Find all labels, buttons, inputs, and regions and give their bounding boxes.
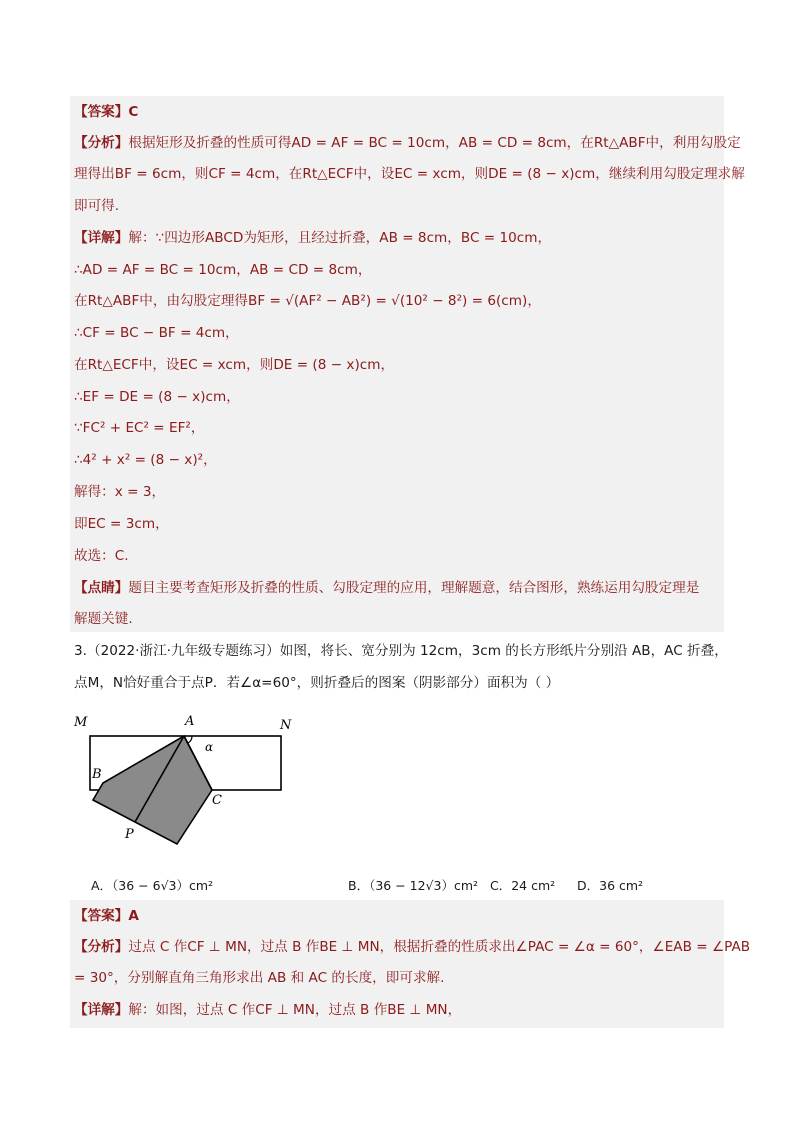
label-alpha: α [205,740,214,754]
answer-line-1 [74,101,724,123]
label-c: C [212,793,222,808]
analysis-2-text-1: 过点 C 作CF ⊥ MN，过点 B 作BE ⊥ MN，根据折叠的性质求出∠PAC = ∠α = 60°，∠EAB = ∠PAB [128,939,751,955]
detail-line-4: ∴CF = BC − BF = 4cm， [74,325,239,341]
analysis-tag-2: 【分析】 [74,939,129,955]
detail-line-8: ∴4² + x² = (8 − x)²， [74,452,217,468]
question-3-line-1: 3.（2022·浙江·九年级专题练习）如图，将长、宽分别为 12cm，3cm 的长方形纸片分别沿 AB，AC 折叠， [74,643,728,659]
folding-figure [70,710,300,860]
detail-line-5: 在Rt△ECF中，设EC = xcm，则DE = (8 − x)cm， [74,357,395,373]
option-a[interactable]: A．（36 − 6√3）cm² [91,878,214,893]
answer-value-2: A [128,908,139,924]
answer-tag: 【答案】 [74,104,129,120]
detail-line-1 [74,227,724,249]
comment-line-2: 解题关键. [74,611,133,627]
detail-tag: 【详解】 [74,230,129,246]
detail-2-line-1 [74,999,724,1021]
answer-line-2 [74,905,724,927]
analysis-2-line-2: = 30°，分别解直角三角形求出 AB 和 AC 的长度，即可求解. [74,970,445,986]
analysis-line-1 [74,132,741,154]
analysis-line-3: 即可得. [74,198,120,214]
analysis-2-line-1 [74,936,751,958]
detail-line-3: 在Rt△ABF中，由勾股定理得BF = √(AF² − AB²) = √(10² − 8²) = 6(cm)， [74,293,541,309]
comment-line-1 [74,577,724,599]
option-d[interactable]: D．36 cm² [577,878,644,893]
question-3-line-2: 点M，N恰好重合于点P．若∠α=60°，则折叠后的图案（阴影部分）面积为（ ） [74,675,560,691]
comment-text-1: 题目主要考查矩形及折叠的性质、勾股定理的应用，理解题意，结合图形，熟练运用勾股定理是 [128,580,700,596]
analysis-line-2: 理得出BF = 6cm，则CF = 4cm，在Rt△ECF中，设EC = xcm，则DE = (8 − x)cm，继续利用勾股定理求解 [74,166,745,182]
detail-line-7: ∵FC² + EC² = EF²， [74,420,205,436]
detail-tag-2: 【详解】 [74,1002,129,1018]
answer-value: C [128,104,139,120]
analysis-text-1: 根据矩形及折叠的性质可得AD = AF = BC = 10cm，AB = CD = 8cm，在Rt△ABF中，利用勾股定 [128,135,741,151]
option-b[interactable]: B．（36 − 12√3）cm² [348,878,479,893]
detail-line-6: ∴EF = DE = (8 − x)cm， [74,389,240,405]
detail-2-text-1: 解：如图，过点 C 作CF ⊥ MN，过点 B 作BE ⊥ MN， [128,1002,462,1018]
answer-tag-2: 【答案】 [74,908,129,924]
detail-line-10: 即EC = 3cm， [74,516,169,532]
comment-tag: 【点睛】 [74,580,129,596]
detail-line-9: 解得：x = 3， [74,484,166,500]
detail-line-11: 故选：C. [74,548,129,564]
option-c[interactable]: C．24 cm² [490,878,556,893]
label-a: A [185,714,195,729]
analysis-tag: 【分析】 [74,135,129,151]
label-p: P [125,827,134,842]
label-n: N [280,718,292,733]
label-b: B [92,767,102,782]
label-m: M [74,715,88,730]
detail-line-2: ∴AD = AF = BC = 10cm，AB = CD = 8cm， [74,262,372,278]
detail-text-1: 解：∵四边形ABCD为矩形，且经过折叠，AB = 8cm，BC = 10cm， [128,230,552,246]
